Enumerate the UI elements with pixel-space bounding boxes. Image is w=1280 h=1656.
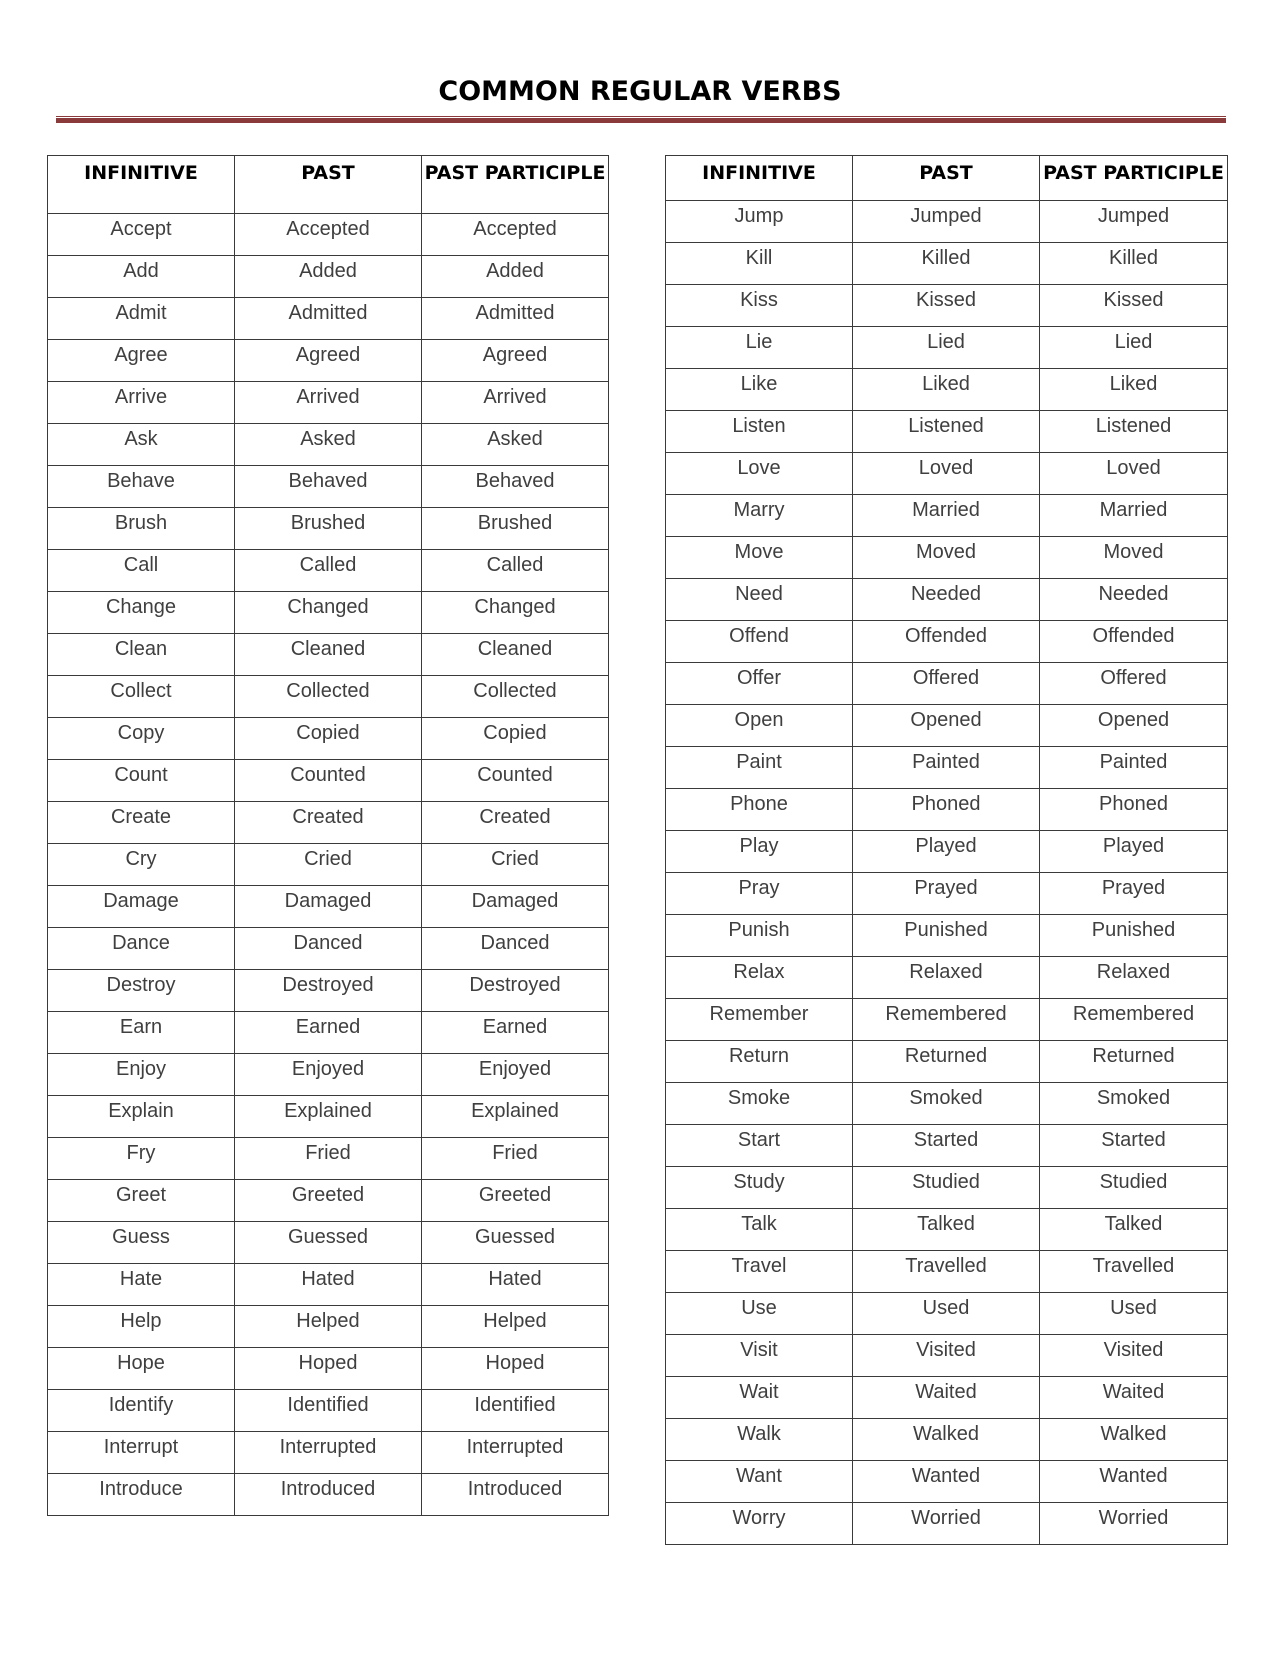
- cell-past: Destroyed: [235, 970, 422, 1012]
- cell-past: Greeted: [235, 1180, 422, 1222]
- cell-past-participle: Damaged: [422, 886, 609, 928]
- table-row: [48, 382, 609, 424]
- table-row: [48, 1474, 609, 1516]
- cell-infinitive: Dance: [48, 928, 235, 970]
- cell-past-participle: Agreed: [422, 340, 609, 382]
- cell-past: Copied: [235, 718, 422, 760]
- table-row: [666, 999, 1228, 1041]
- table-row: [48, 1138, 609, 1180]
- cell-past-participle: Returned: [1040, 1041, 1228, 1083]
- table-row: [666, 705, 1228, 747]
- cell-past-participle: Studied: [1040, 1167, 1228, 1209]
- cell-past-participle: Punished: [1040, 915, 1228, 957]
- cell-infinitive: Return: [666, 1041, 853, 1083]
- table-row: [48, 256, 609, 298]
- cell-infinitive: Change: [48, 592, 235, 634]
- table-row: [48, 802, 609, 844]
- cell-infinitive: Greet: [48, 1180, 235, 1222]
- table-row: [48, 1264, 609, 1306]
- cell-past: Returned: [853, 1041, 1040, 1083]
- table-row: [666, 453, 1228, 495]
- verb-table-right: [665, 155, 1228, 1545]
- header-row: [666, 156, 1228, 201]
- cell-past-participle: Painted: [1040, 747, 1228, 789]
- table-row: [48, 634, 609, 676]
- cell-past: Damaged: [235, 886, 422, 928]
- cell-past: Walked: [853, 1419, 1040, 1461]
- cell-past-participle: Killed: [1040, 243, 1228, 285]
- cell-infinitive: Fry: [48, 1138, 235, 1180]
- cell-past: Cried: [235, 844, 422, 886]
- cell-past-participle: Lied: [1040, 327, 1228, 369]
- cell-infinitive: Create: [48, 802, 235, 844]
- table-row: [666, 1503, 1228, 1545]
- table-row: [48, 1390, 609, 1432]
- cell-infinitive: Interrupt: [48, 1432, 235, 1474]
- table-row: [48, 298, 609, 340]
- cell-past: Talked: [853, 1209, 1040, 1251]
- cell-infinitive: Relax: [666, 957, 853, 999]
- cell-past-participle: Listened: [1040, 411, 1228, 453]
- header-infinitive: INFINITIVE: [666, 156, 853, 201]
- cell-past: Loved: [853, 453, 1040, 495]
- cell-past: Admitted: [235, 298, 422, 340]
- table-row: [666, 1461, 1228, 1503]
- cell-infinitive: Move: [666, 537, 853, 579]
- cell-infinitive: Help: [48, 1306, 235, 1348]
- cell-past: Painted: [853, 747, 1040, 789]
- cell-past: Kissed: [853, 285, 1040, 327]
- table-row: [666, 579, 1228, 621]
- cell-infinitive: Travel: [666, 1251, 853, 1293]
- cell-past: Opened: [853, 705, 1040, 747]
- verb-table-left: [47, 155, 609, 1516]
- cell-past: Started: [853, 1125, 1040, 1167]
- cell-infinitive: Agree: [48, 340, 235, 382]
- cell-past-participle: Interrupted: [422, 1432, 609, 1474]
- cell-infinitive: Remember: [666, 999, 853, 1041]
- cell-past-participle: Brushed: [422, 508, 609, 550]
- cell-past-participle: Kissed: [1040, 285, 1228, 327]
- cell-past: Worried: [853, 1503, 1040, 1545]
- cell-past-participle: Prayed: [1040, 873, 1228, 915]
- cell-past-participle: Introduced: [422, 1474, 609, 1516]
- cell-past-participle: Admitted: [422, 298, 609, 340]
- cell-past-participle: Jumped: [1040, 201, 1228, 243]
- table-row: [666, 1293, 1228, 1335]
- table-row: [48, 886, 609, 928]
- cell-past: Prayed: [853, 873, 1040, 915]
- cell-infinitive: Open: [666, 705, 853, 747]
- table-row: [666, 663, 1228, 705]
- page-title: COMMON REGULAR VERBS: [438, 76, 842, 107]
- cell-past: Hated: [235, 1264, 422, 1306]
- cell-infinitive: Enjoy: [48, 1054, 235, 1096]
- table-row: [48, 970, 609, 1012]
- cell-infinitive: Marry: [666, 495, 853, 537]
- cell-infinitive: Study: [666, 1167, 853, 1209]
- cell-infinitive: Arrive: [48, 382, 235, 424]
- cell-past: Behaved: [235, 466, 422, 508]
- table-row: [666, 1125, 1228, 1167]
- cell-past: Offended: [853, 621, 1040, 663]
- table-row: [48, 424, 609, 466]
- cell-past-participle: Copied: [422, 718, 609, 760]
- cell-past: Interrupted: [235, 1432, 422, 1474]
- cell-past-participle: Cried: [422, 844, 609, 886]
- cell-past-participle: Created: [422, 802, 609, 844]
- table-row: [666, 1251, 1228, 1293]
- cell-past: Arrived: [235, 382, 422, 424]
- verb-table-right-body: [666, 201, 1228, 1545]
- cell-infinitive: Kill: [666, 243, 853, 285]
- header-past-participle: PAST PARTICIPLE: [1040, 156, 1228, 201]
- cell-infinitive: Like: [666, 369, 853, 411]
- table-row: [666, 495, 1228, 537]
- cell-past: Visited: [853, 1335, 1040, 1377]
- cell-past: Smoked: [853, 1083, 1040, 1125]
- cell-past-participle: Collected: [422, 676, 609, 718]
- cell-past: Agreed: [235, 340, 422, 382]
- cell-past-participle: Moved: [1040, 537, 1228, 579]
- cell-past: Killed: [853, 243, 1040, 285]
- cell-past: Counted: [235, 760, 422, 802]
- cell-past-participle: Fried: [422, 1138, 609, 1180]
- cell-past-participle: Loved: [1040, 453, 1228, 495]
- cell-infinitive: Destroy: [48, 970, 235, 1012]
- table-row: [48, 1012, 609, 1054]
- cell-infinitive: Pray: [666, 873, 853, 915]
- table-row: [666, 1209, 1228, 1251]
- cell-past: Offered: [853, 663, 1040, 705]
- cell-infinitive: Smoke: [666, 1083, 853, 1125]
- cell-past-participle: Played: [1040, 831, 1228, 873]
- cell-infinitive: Damage: [48, 886, 235, 928]
- cell-infinitive: Call: [48, 550, 235, 592]
- cell-past: Married: [853, 495, 1040, 537]
- cell-past-participle: Explained: [422, 1096, 609, 1138]
- title-underline-thick: [56, 118, 1226, 123]
- cell-past: Danced: [235, 928, 422, 970]
- table-row: [48, 508, 609, 550]
- cell-past: Explained: [235, 1096, 422, 1138]
- cell-infinitive: Paint: [666, 747, 853, 789]
- cell-past: Studied: [853, 1167, 1040, 1209]
- cell-past-participle: Liked: [1040, 369, 1228, 411]
- cell-past-participle: Cleaned: [422, 634, 609, 676]
- cell-past: Called: [235, 550, 422, 592]
- cell-infinitive: Visit: [666, 1335, 853, 1377]
- cell-past-participle: Called: [422, 550, 609, 592]
- cell-past: Used: [853, 1293, 1040, 1335]
- cell-past: Liked: [853, 369, 1040, 411]
- cell-past: Created: [235, 802, 422, 844]
- cell-past-participle: Talked: [1040, 1209, 1228, 1251]
- cell-past-participle: Married: [1040, 495, 1228, 537]
- table-row: [48, 718, 609, 760]
- table-row: [666, 1083, 1228, 1125]
- header-row: [48, 156, 609, 214]
- cell-infinitive: Earn: [48, 1012, 235, 1054]
- cell-infinitive: Phone: [666, 789, 853, 831]
- cell-past-participle: Earned: [422, 1012, 609, 1054]
- table-row: [666, 1419, 1228, 1461]
- table-row: [666, 1335, 1228, 1377]
- cell-past-participle: Wanted: [1040, 1461, 1228, 1503]
- table-row: [666, 1041, 1228, 1083]
- cell-infinitive: Cry: [48, 844, 235, 886]
- cell-past: Identified: [235, 1390, 422, 1432]
- cell-past: Jumped: [853, 201, 1040, 243]
- cell-infinitive: Explain: [48, 1096, 235, 1138]
- cell-infinitive: Introduce: [48, 1474, 235, 1516]
- cell-past-participle: Remembered: [1040, 999, 1228, 1041]
- table-row: [48, 1348, 609, 1390]
- cell-past-participle: Opened: [1040, 705, 1228, 747]
- cell-past-participle: Travelled: [1040, 1251, 1228, 1293]
- table-row: [48, 1180, 609, 1222]
- cell-past-participle: Offended: [1040, 621, 1228, 663]
- cell-past-participle: Helped: [422, 1306, 609, 1348]
- cell-infinitive: Kiss: [666, 285, 853, 327]
- cell-infinitive: Admit: [48, 298, 235, 340]
- cell-infinitive: Clean: [48, 634, 235, 676]
- table-row: [666, 537, 1228, 579]
- cell-infinitive: Collect: [48, 676, 235, 718]
- cell-infinitive: Copy: [48, 718, 235, 760]
- title-underline-thin: [56, 116, 1226, 117]
- header-past: PAST: [853, 156, 1040, 201]
- table-row: [666, 285, 1228, 327]
- table-row: [48, 592, 609, 634]
- cell-past: Accepted: [235, 214, 422, 256]
- cell-past-participle: Counted: [422, 760, 609, 802]
- cell-past: Listened: [853, 411, 1040, 453]
- table-row: [666, 369, 1228, 411]
- cell-infinitive: Walk: [666, 1419, 853, 1461]
- cell-past-participle: Added: [422, 256, 609, 298]
- cell-infinitive: Identify: [48, 1390, 235, 1432]
- table-row: [666, 831, 1228, 873]
- table-row: [666, 1377, 1228, 1419]
- cell-past-participle: Greeted: [422, 1180, 609, 1222]
- cell-infinitive: Count: [48, 760, 235, 802]
- cell-past: Phoned: [853, 789, 1040, 831]
- cell-past-participle: Hoped: [422, 1348, 609, 1390]
- cell-past: Guessed: [235, 1222, 422, 1264]
- table-row: [666, 915, 1228, 957]
- cell-infinitive: Offend: [666, 621, 853, 663]
- table-row: [48, 1222, 609, 1264]
- cell-past-participle: Behaved: [422, 466, 609, 508]
- table-row: [48, 1432, 609, 1474]
- cell-past-participle: Waited: [1040, 1377, 1228, 1419]
- cell-past-participle: Hated: [422, 1264, 609, 1306]
- cell-past: Lied: [853, 327, 1040, 369]
- table-row: [48, 676, 609, 718]
- cell-past: Waited: [853, 1377, 1040, 1419]
- cell-past: Hoped: [235, 1348, 422, 1390]
- table-row: [48, 1306, 609, 1348]
- cell-past: Asked: [235, 424, 422, 466]
- cell-past-participle: Worried: [1040, 1503, 1228, 1545]
- cell-past: Added: [235, 256, 422, 298]
- table-row: [48, 550, 609, 592]
- cell-past: Earned: [235, 1012, 422, 1054]
- cell-past-participle: Relaxed: [1040, 957, 1228, 999]
- cell-past-participle: Arrived: [422, 382, 609, 424]
- cell-past: Relaxed: [853, 957, 1040, 999]
- cell-infinitive: Behave: [48, 466, 235, 508]
- cell-infinitive: Ask: [48, 424, 235, 466]
- cell-past-participle: Phoned: [1040, 789, 1228, 831]
- cell-past: Enjoyed: [235, 1054, 422, 1096]
- cell-infinitive: Play: [666, 831, 853, 873]
- header-past: PAST: [235, 156, 422, 214]
- cell-infinitive: Add: [48, 256, 235, 298]
- cell-infinitive: Hate: [48, 1264, 235, 1306]
- cell-past-participle: Offered: [1040, 663, 1228, 705]
- table-row: [666, 621, 1228, 663]
- cell-past: Introduced: [235, 1474, 422, 1516]
- cell-past: Needed: [853, 579, 1040, 621]
- cell-past-participle: Identified: [422, 1390, 609, 1432]
- cell-infinitive: Talk: [666, 1209, 853, 1251]
- cell-infinitive: Jump: [666, 201, 853, 243]
- table-row: [666, 327, 1228, 369]
- cell-past: Punished: [853, 915, 1040, 957]
- table-row: [666, 873, 1228, 915]
- cell-past: Fried: [235, 1138, 422, 1180]
- cell-infinitive: Hope: [48, 1348, 235, 1390]
- cell-past: Wanted: [853, 1461, 1040, 1503]
- table-row: [48, 844, 609, 886]
- cell-past-participle: Danced: [422, 928, 609, 970]
- table-row: [666, 789, 1228, 831]
- cell-past-participle: Used: [1040, 1293, 1228, 1335]
- cell-infinitive: Lie: [666, 327, 853, 369]
- cell-past: Helped: [235, 1306, 422, 1348]
- cell-past-participle: Changed: [422, 592, 609, 634]
- cell-past-participle: Needed: [1040, 579, 1228, 621]
- cell-infinitive: Need: [666, 579, 853, 621]
- table-row: [48, 760, 609, 802]
- header-infinitive: INFINITIVE: [48, 156, 235, 214]
- table-row: [48, 928, 609, 970]
- cell-past-participle: Destroyed: [422, 970, 609, 1012]
- table-row: [666, 747, 1228, 789]
- cell-infinitive: Start: [666, 1125, 853, 1167]
- cell-past-participle: Visited: [1040, 1335, 1228, 1377]
- cell-infinitive: Want: [666, 1461, 853, 1503]
- table-row: [48, 214, 609, 256]
- verb-table-left-body: [48, 214, 609, 1516]
- cell-past: Travelled: [853, 1251, 1040, 1293]
- cell-infinitive: Wait: [666, 1377, 853, 1419]
- table-row: [666, 411, 1228, 453]
- table-row: [48, 466, 609, 508]
- cell-infinitive: Love: [666, 453, 853, 495]
- table-row: [48, 1096, 609, 1138]
- cell-infinitive: Accept: [48, 214, 235, 256]
- header-past-participle: PAST PARTICIPLE: [422, 156, 609, 214]
- cell-past-participle: Accepted: [422, 214, 609, 256]
- cell-past: Collected: [235, 676, 422, 718]
- cell-past: Changed: [235, 592, 422, 634]
- cell-past-participle: Enjoyed: [422, 1054, 609, 1096]
- table-row: [48, 1054, 609, 1096]
- table-row: [666, 957, 1228, 999]
- cell-past-participle: Smoked: [1040, 1083, 1228, 1125]
- cell-past: Played: [853, 831, 1040, 873]
- cell-infinitive: Offer: [666, 663, 853, 705]
- cell-infinitive: Listen: [666, 411, 853, 453]
- cell-infinitive: Punish: [666, 915, 853, 957]
- cell-infinitive: Guess: [48, 1222, 235, 1264]
- table-row: [666, 243, 1228, 285]
- cell-past-participle: Started: [1040, 1125, 1228, 1167]
- cell-past: Cleaned: [235, 634, 422, 676]
- cell-infinitive: Brush: [48, 508, 235, 550]
- cell-past: Remembered: [853, 999, 1040, 1041]
- cell-infinitive: Worry: [666, 1503, 853, 1545]
- cell-past: Brushed: [235, 508, 422, 550]
- cell-past-participle: Asked: [422, 424, 609, 466]
- cell-past-participle: Guessed: [422, 1222, 609, 1264]
- table-row: [666, 201, 1228, 243]
- table-row: [666, 1167, 1228, 1209]
- cell-past: Moved: [853, 537, 1040, 579]
- cell-past-participle: Walked: [1040, 1419, 1228, 1461]
- cell-infinitive: Use: [666, 1293, 853, 1335]
- table-row: [48, 340, 609, 382]
